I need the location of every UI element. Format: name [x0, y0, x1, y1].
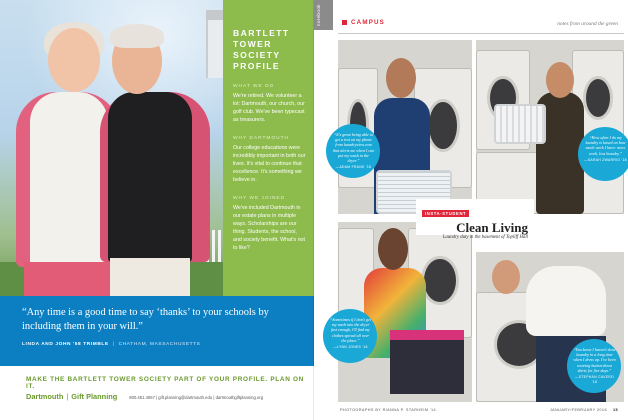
contact-info: 800.451.4067 | gift.planning@dartmouth.edu | dartmouthgiftplanning.org — [129, 395, 264, 400]
section-heading: WHY DARTMOUTH — [233, 136, 289, 141]
woman-pants — [24, 262, 110, 296]
story-title: Clean Living — [456, 220, 528, 235]
brand-subname: Gift Planning — [71, 392, 118, 401]
section-marker — [342, 20, 347, 25]
profile-title: BARTLETT TOWER SOCIETY PROFILE — [233, 28, 290, 71]
pull-quote: “Any time is a good time to say ‘thanks’ to your schools by including them in your will.” — [22, 307, 269, 332]
section-name: CAMPUS — [351, 19, 386, 26]
notebook-label: notebook — [316, 4, 321, 27]
quote-credit — [22, 342, 302, 347]
student-head — [378, 228, 408, 270]
lighthouse-tower — [206, 18, 223, 78]
right-page — [314, 0, 628, 420]
section-text: We're retired. We volunteer a lot: Dartmouth, our church, our golf club. We've been typecast as treasurers. — [233, 93, 305, 123]
quote-bubble — [578, 127, 628, 181]
bubble-author: —LYNN JONES '18 — [333, 345, 368, 350]
page-number: 15 — [612, 408, 618, 412]
student-shirt — [526, 266, 606, 336]
profile-panel — [223, 0, 314, 296]
credit-divider: | — [112, 342, 115, 347]
quote-band — [0, 296, 314, 366]
couple-photo — [0, 0, 223, 296]
woman-vest — [30, 92, 108, 267]
brand-divider: | — [66, 392, 69, 401]
bubble-quote: “How often I do my laundry is based on how much work I have: more work, less laundry.” — [585, 135, 626, 156]
man-vest — [108, 92, 192, 262]
student-head — [386, 58, 416, 98]
bubble-quote: “Sometimes if I don't get my wash into the dryer fast enough, I'll find my clothes spread all over the place.” — [330, 317, 371, 343]
quote-names: LINDA AND JOHN '58 TRIMBLE — [22, 342, 109, 347]
header-rule — [338, 33, 624, 34]
woman-face — [48, 28, 100, 92]
man-pants — [110, 258, 190, 296]
bubble-quote: “You know I haven't done laundry in a long time when I dress up. I've been wearing button-down shirts for five days.” — [573, 347, 616, 373]
student-head — [492, 260, 520, 294]
footer-row — [26, 392, 263, 401]
call-to-action: MAKE THE BARTLETT TOWER SOCIETY PART OF YOUR PROFILE. PLAN ON IT. — [26, 376, 304, 390]
issue-date: JANUARY/FEBRUARY 2016 — [549, 408, 607, 412]
section-heading: WHY WE JOINED — [233, 196, 286, 201]
section-text: We've included Dartmouth in our estate plans in multiple ways. Scholarships are our thing. Students, the school, and society benefit. What's not to like? — [233, 205, 305, 251]
story-subtitle: Laundry duty in the basement of Topliff Hall — [442, 235, 528, 240]
laundry-hamper — [390, 330, 464, 394]
quote-bubble — [326, 124, 380, 178]
bubble-author: —ADAM FRANK '18 — [335, 165, 372, 170]
bubble-author: —SARAH ZWARRIO '18 — [584, 157, 627, 162]
section-label — [342, 19, 385, 26]
photo-credit: PHOTOGRAPHS BY RIANNA P. STARHEIM '14 — [340, 408, 437, 412]
section-subtitle: notes from around the green — [557, 21, 618, 27]
notebook-tab — [314, 0, 333, 30]
story-title-box — [416, 199, 534, 240]
laundry-basket — [494, 104, 546, 144]
student-head — [546, 62, 574, 98]
quote-place: CHATHAM, MASSACHUSETTS — [118, 342, 201, 347]
section-text: Our college educations were incredibly important in both our lives. It's vital to continue that excellence. It's something we believe in. — [233, 145, 306, 183]
story-tag: INSTA-STUDENT — [422, 210, 469, 217]
quote-bubble — [567, 339, 621, 393]
bubble-author: —STEPHAN CAVERO '18 — [575, 375, 614, 385]
quote-bubble — [323, 309, 377, 363]
bubble-quote: “It's great being able to get a text on my phone from laundryview.com that alerts me when I can put my wash in the dryer.” — [332, 132, 375, 164]
folio — [550, 408, 618, 412]
man-hair — [110, 24, 164, 48]
brand-name: Dartmouth — [26, 392, 64, 401]
section-heading: WHAT WE DO — [233, 84, 275, 89]
